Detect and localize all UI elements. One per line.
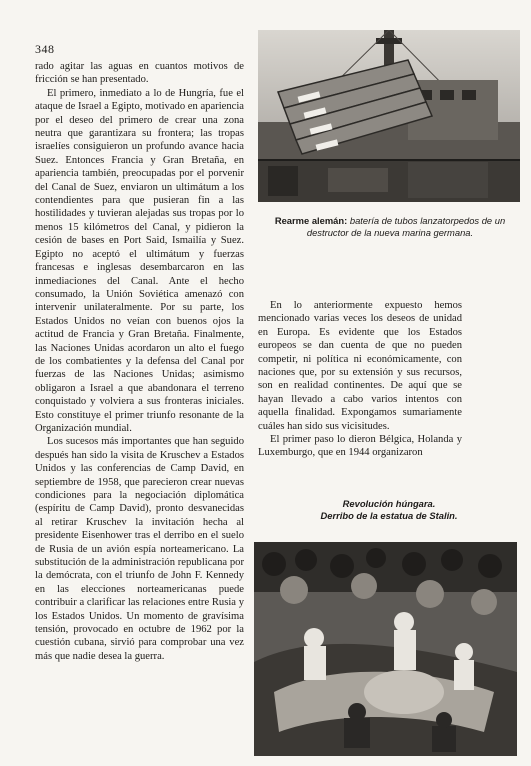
ship-caption-lead: Rearme alemán: (274, 215, 348, 226)
crowd-caption-line1: Revolución húngara. (342, 498, 436, 509)
ship-caption-text: batería de tubos lanzatorpedos de un destructor de la nueva marina germana. (306, 215, 506, 238)
crowd-caption-line2: Derribo de la estatua de Stalin. (320, 509, 458, 521)
ship-photo-caption (262, 215, 518, 238)
warship-photo (258, 30, 520, 202)
right-text-column (258, 299, 462, 460)
crowd-statue-photo (254, 542, 517, 756)
right-column-paragraph: En lo anteriormente expuesto hemos mencionado varias veces los deseos de unidad en Europa. Es evidente que los Estados europeos se dan cuenta de que no pueden competir, ni política ni económicamente, con naciones que, por su extensión y sus recursos, son en realidad continentes. De aquí que se hayan llevado a cabo varios intentos con aquella finalidad. Expongamos sumariamente cuáles han sido sus vicisitudes. (258, 300, 462, 432)
right-column-paragraph: El primer paso lo dieron Bélgica, Holanda y Luxemburgo, que en 1944 organizaron (258, 434, 462, 459)
left-column-paragraph: Los sucesos más importantes que han seguido después han sido la visita de Kruschev a Estados Unidos y las conferencias de Camp David, en septiembre de 1958, que parecieron crear nuevas condiciones para la negociación diplomática (espíritu de Camp David), pronto desvanecidas al retirar Kruschev la invitación hecha al presidente Eisenhower tras el derribo en el suelo de Rusia de un avión espía norteamericano. La substitución de la administración republicana por la demócrata, con el triunfo de John F. Kennedy en las elecciones norteamericanas puede contribuir a clarificar las relaciones entre Rusia y los Estados Unidos. Un momento de gravísima tensión, provocado en octubre de 1962 por la cuestión cubana, sirvió para comprobar una vez más que nadie desea la guerra. (35, 436, 244, 662)
left-column-paragraph: rado agitar las aguas en cuantos motivos de fricción se han presentado. (35, 61, 244, 86)
page-number: 348 (35, 42, 55, 56)
left-text-column (35, 60, 244, 663)
crowd-photo-caption (278, 498, 500, 521)
left-column-paragraph: El primero, inmediato a lo de Hungría, fue el ataque de Israel a Egipto, motivado en apariencia por el deseo del primero de crear una zona neutra que garantizara su frontera; las tropas israelíes consiguieron un profundo avance hacia Suez. Entonces Francia y Gran Bretaña, en apariencia también, preocupadas por el porvenir del Canal de Suez, enviaron un ultimátum a los contendientes para que pusieran fin a las hostilidades y tuvieran alejadas sus tropas por lo menos 15 kilómetros del Canal, y pidieron la cesión de bases en Port Said, Ismailía y Suez. Egipto no aceptó el ultimátum y fuerzas francesas e inglesas desembarcaron en las inmediaciones del Canal. Ante el hecho consumado, la Unión Soviética amenazó con intervenir unilateralmente. Por su parte, los Estados Unidos no veían con buenos ojos la actitud de Francia y Gran Bretaña. Finalmente, las Naciones Unidas acordaron un alto el fuego de los combatientes y la defensa del Canal por fuerzas de las Naciones Unidas; asimismo obligaron a Israel a que abandonara el terreno conquistado y volviera a sus fronteras iniciales. Esto constituye el primer triunfo resonante de la Organización mundial. (35, 87, 244, 434)
